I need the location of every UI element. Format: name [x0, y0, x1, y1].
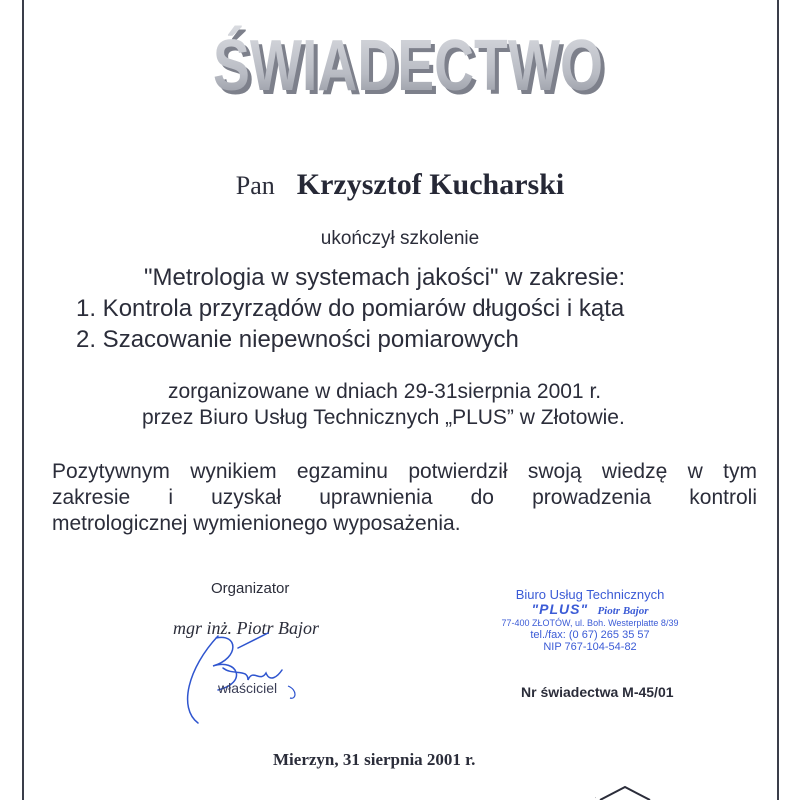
completed-text: ukończył szkolenie	[320, 228, 480, 249]
title-shadow: ŚWIADECT	[217, 30, 601, 102]
logo-outline-icon	[595, 785, 655, 800]
training-dates: zorganizowane w dniach 29-31sierpnia 2001 r.	[168, 380, 602, 403]
stamp-nip: NIP 767-104-54-82	[543, 641, 637, 653]
stamp-company-name: Biuro Usług Technicznych	[515, 587, 665, 602]
training-organizer: przez Biuro Usług Technicznych „PLUS” w Złotowie.	[142, 406, 625, 429]
course-scope-item: 2. Szacowanie niepewności pomiarowych	[76, 326, 519, 353]
stamp-address: 77-400 ZŁOTÓW, ul. Boh. Westerplatte 8/39	[501, 618, 679, 628]
page-border-right	[777, 0, 779, 800]
stamp-owner: Piotr Bajor	[597, 605, 649, 617]
recipient-line	[0, 168, 800, 202]
company-stamp	[490, 588, 690, 653]
stamp-brand-line	[490, 602, 690, 618]
place-and-date: Mierzyn, 31 sierpnia 2001 r.	[273, 750, 476, 769]
page-border-left	[22, 0, 24, 800]
stamp-brand: "PLUS"	[531, 601, 589, 617]
signatory-name: mgr inż. Piotr Bajor	[173, 618, 320, 638]
exam-result-paragraph	[52, 459, 757, 537]
paragraph-line: Pozytywnym wynikiem egzaminu potwierdził swoją wiedzę w tym	[52, 460, 757, 483]
title-text: ŚWIADECT	[213, 26, 597, 102]
recipient-honorific: Pan	[235, 171, 275, 200]
certificate-number: Nr świadectwa M-45/01	[521, 684, 674, 700]
document-title	[200, 22, 620, 102]
stamp-phone: tel./fax: (0 67) 265 35 57	[530, 629, 650, 641]
paragraph-line: metrologicznej wymienionego wyposażenia.	[52, 512, 461, 535]
handwritten-signature	[178, 628, 328, 728]
course-scope-item: 1. Kontrola przyrządów do pomiarów długości i kąta	[76, 295, 625, 322]
paragraph-line: zakresie i uzyskał uprawnienia do prowadzenia kontroli	[52, 486, 757, 509]
organizer-label: Organizator	[211, 580, 290, 597]
recipient-name: Krzysztof Kucharski	[296, 168, 565, 201]
title-graphic	[200, 22, 620, 102]
signatory-role: właściciel	[218, 680, 278, 696]
course-title: "Metrologia w systemach jakości" w zakresie:	[144, 264, 626, 291]
